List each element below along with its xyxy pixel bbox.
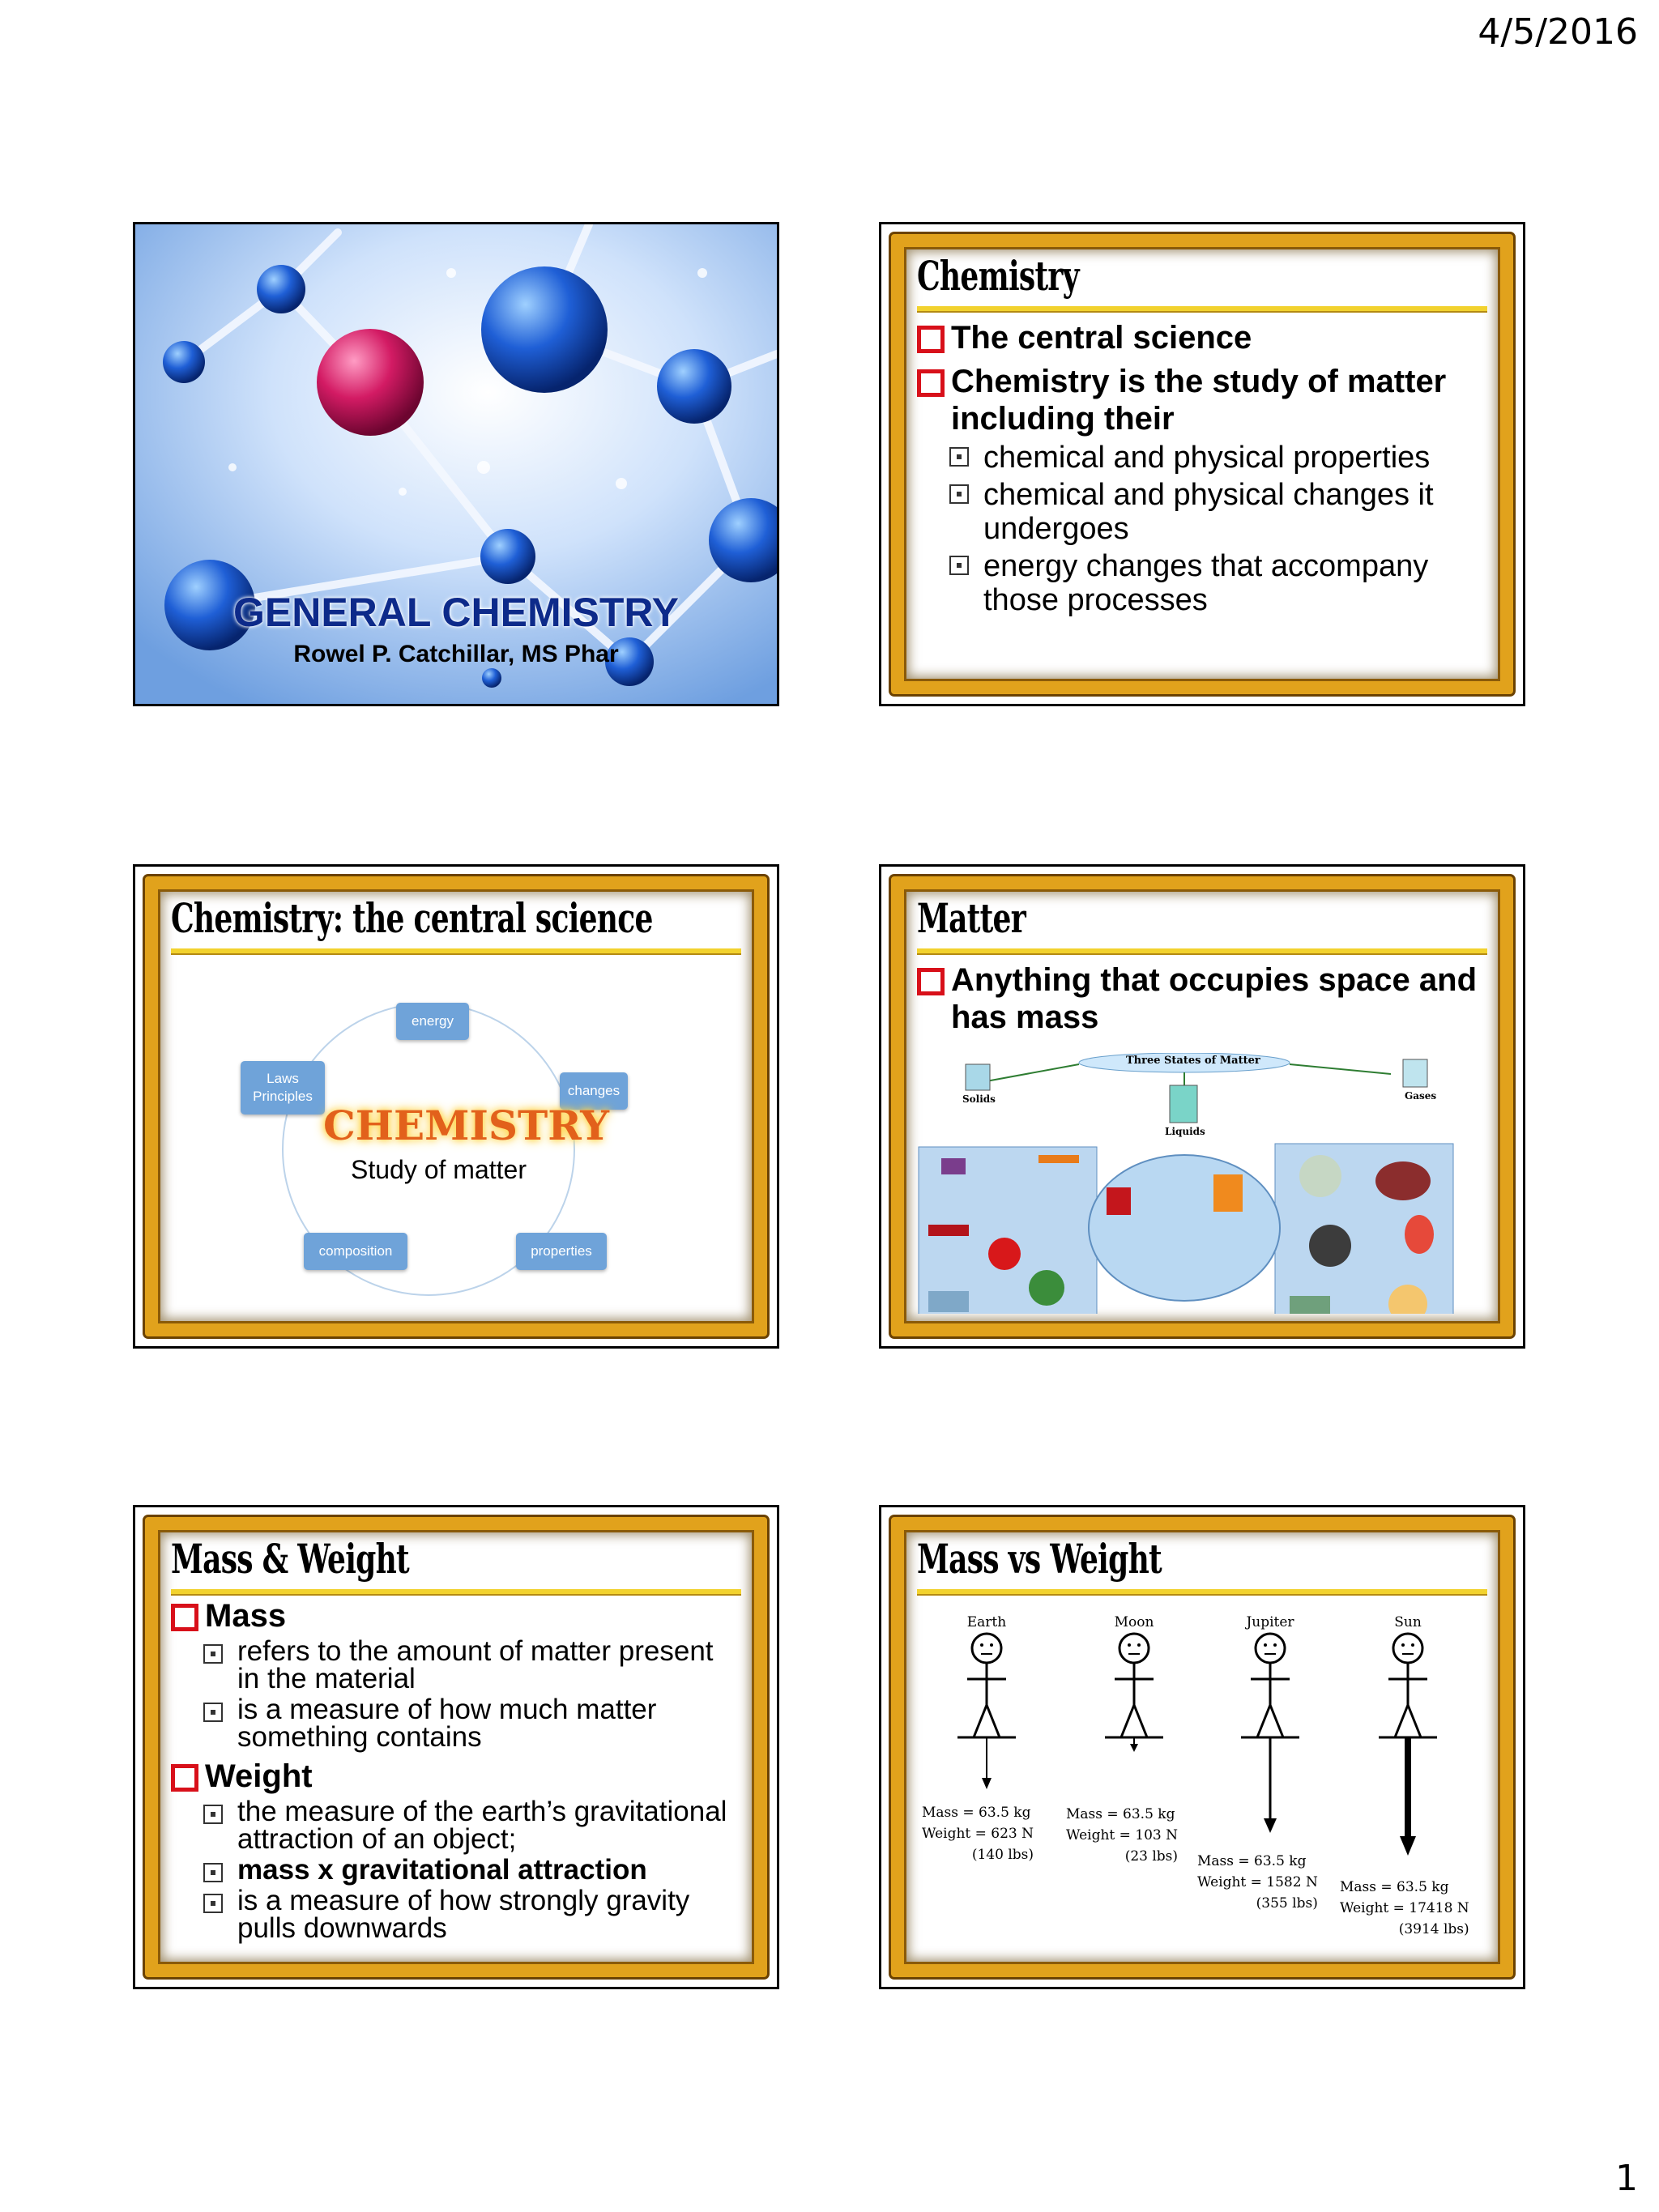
subbullet-energy-changes: energy changes that accompany those processes: [949, 549, 1487, 617]
state-solids: Solids: [962, 1093, 996, 1105]
slide-mass-vs-weight: [879, 1505, 1525, 1989]
slide-chemistry: [879, 222, 1525, 706]
central-word-chemistry: CHEMISTRY: [323, 1102, 609, 1149]
bullet-square-icon: [171, 1764, 198, 1792]
subbullet-icon: [203, 1894, 223, 1913]
slide-matter: [879, 864, 1525, 1349]
subbullet-changes: chemical and physical changes it undergoes: [949, 478, 1487, 546]
subbullet-icon: [949, 556, 969, 575]
bullet-matter-definition: Anything that occupies space and has mass: [917, 961, 1487, 1036]
cycle-node-laws-principles: Laws Principles: [241, 1061, 325, 1115]
slide-central-science: [133, 864, 779, 1349]
title-underline: [171, 1589, 741, 1596]
title-underline: [917, 948, 1487, 955]
planet-label-moon: Moon: [1114, 1614, 1154, 1630]
subbullet-icon: [203, 1805, 223, 1824]
subbullet-icon: [203, 1703, 223, 1722]
earth-stats: Mass = 63.5 kg Weight = 623 N (140 lbs): [922, 1805, 1034, 1863]
states-of-matter-illustration: [917, 1053, 1455, 1314]
weight-point-1: the measure of the earth’s gravitational attraction of an object;: [203, 1798, 741, 1853]
planet-label-jupiter: Jupiter: [1246, 1614, 1294, 1630]
sun-stats: Mass = 63.5 kg Weight = 17418 N (3914 lbs): [1340, 1879, 1469, 1937]
bullet-square-icon: [171, 1604, 198, 1631]
slide-title: Mass & Weight: [171, 1535, 409, 1583]
moon-stats: Mass = 63.5 kg Weight = 103 N (23 lbs): [1066, 1806, 1179, 1865]
slide-title: Matter: [917, 894, 1026, 942]
planet-label-sun: Sun: [1394, 1614, 1422, 1630]
planet-label-earth: Earth: [966, 1614, 1007, 1630]
cycle-node-energy: energy: [396, 1003, 469, 1040]
state-gases: Gases: [1405, 1090, 1437, 1102]
subbullet-properties: chemical and physical properties: [949, 441, 1487, 475]
page-number: 1: [1615, 2158, 1638, 2199]
subbullet-icon: [203, 1863, 223, 1882]
subbullet-icon: [203, 1644, 223, 1664]
bullet-study-of-matter: Chemistry is the study of matter including their: [917, 363, 1487, 437]
subbullet-icon: [949, 484, 969, 504]
state-liquids: Liquids: [1165, 1126, 1205, 1137]
cycle-node-changes: changes: [560, 1072, 628, 1110]
slide-title: Chemistry: [917, 252, 1079, 300]
states-caption: Three States of Matter: [1126, 1055, 1260, 1067]
slide-general-chemistry: [133, 222, 779, 706]
slide-title: Mass vs Weight: [917, 1535, 1162, 1583]
title-underline: [917, 306, 1487, 313]
mass-point-2: is a measure of how much matter something contains: [203, 1696, 741, 1751]
cycle-node-properties: properties: [516, 1233, 607, 1270]
mass-point-1: refers to the amount of matter present in the material: [203, 1638, 741, 1693]
slide-mass-and-weight: [133, 1505, 779, 1989]
weight-point-2: mass x gravitational attraction: [203, 1856, 741, 1884]
weight-point-3: is a measure of how strongly gravity pulls downwards: [203, 1887, 741, 1942]
states-diagram-art: [917, 1053, 1455, 1314]
bullet-square-icon: [917, 968, 945, 995]
presentation-author: Rowel P. Catchillar, MS Phar: [293, 641, 619, 667]
weight-heading: Weight: [171, 1758, 741, 1795]
bullet-square-icon: [917, 326, 945, 353]
page-date: 4/5/2016: [1478, 11, 1638, 53]
cycle-node-composition: composition: [304, 1233, 407, 1270]
central-subtitle: Study of matter: [351, 1155, 527, 1184]
bullet-central-science: The central science: [917, 319, 1487, 356]
bullet-square-icon: [917, 369, 945, 397]
presentation-title: GENERAL CHEMISTRY: [232, 590, 680, 635]
mass-heading: Mass: [171, 1597, 741, 1634]
jupiter-stats: Mass = 63.5 kg Weight = 1582 N (355 lbs): [1197, 1853, 1318, 1912]
slide-title: Chemistry: the central science: [171, 894, 653, 942]
subbullet-icon: [949, 447, 969, 467]
